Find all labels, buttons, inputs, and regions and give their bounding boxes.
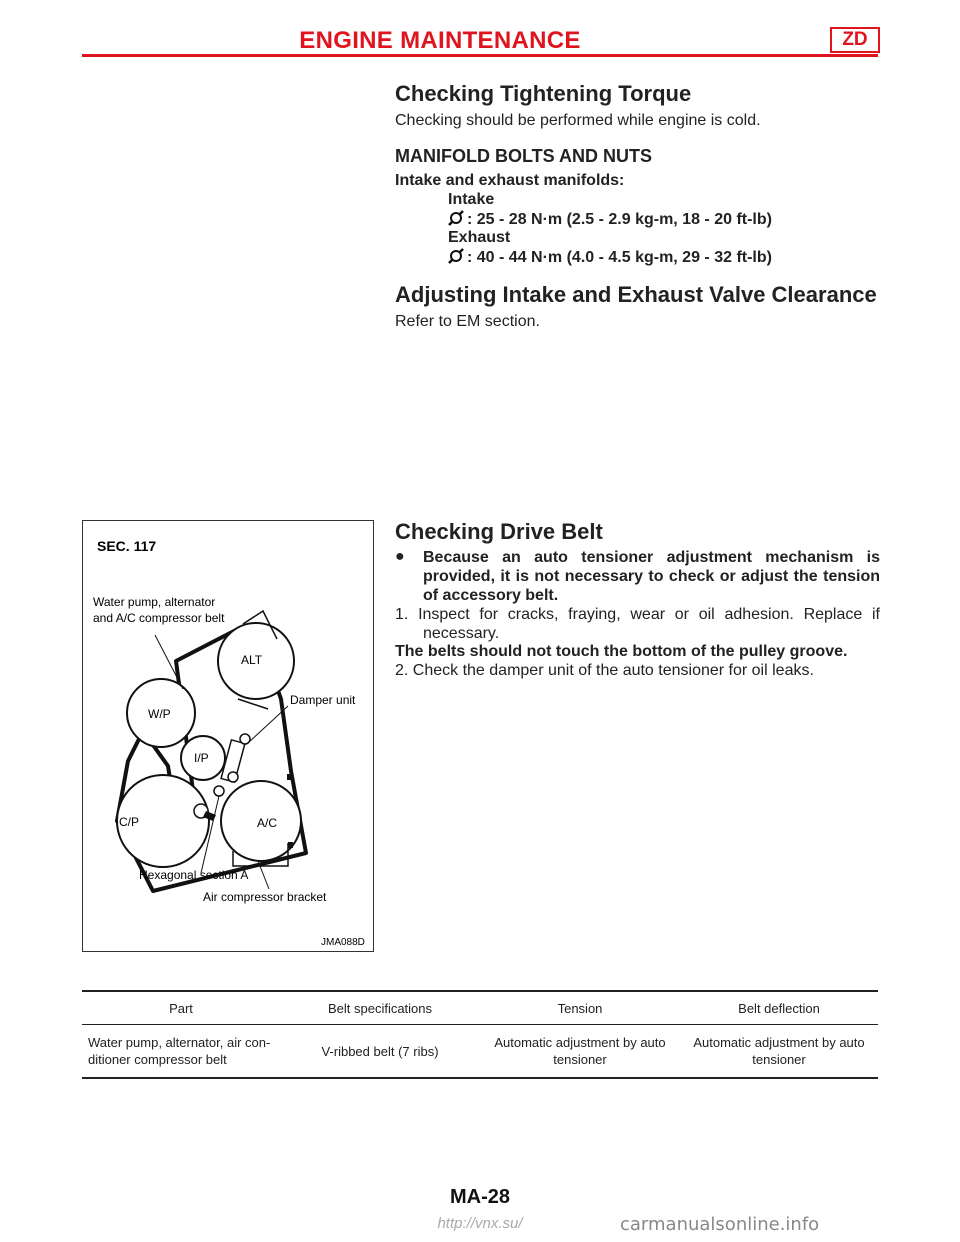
table-row bbox=[82, 1025, 878, 1079]
intake-torque-spec bbox=[448, 210, 772, 229]
exhaust-torque-spec bbox=[448, 248, 772, 267]
header-title: ENGINE MAINTENANCE bbox=[299, 27, 581, 54]
header-rule bbox=[82, 54, 878, 57]
figure-label-cp: C/P bbox=[119, 815, 140, 829]
cell-part-line1: Water pump, alternator, air con- bbox=[88, 1035, 271, 1050]
belt-routing-svg bbox=[83, 521, 373, 951]
drive-belt-diagram bbox=[82, 520, 374, 952]
figure-label-ac: A/C bbox=[257, 816, 278, 830]
section-title-valve-clearance: Adjusting Intake and Exhaust Valve Clearance bbox=[395, 282, 877, 307]
cell-spec: V-ribbed belt (7 ribs) bbox=[280, 1025, 480, 1079]
figure-label-ip: I/P bbox=[194, 751, 209, 765]
figure-belt-label-line2: and A/C compressor belt bbox=[93, 611, 225, 625]
step-1 bbox=[395, 605, 880, 643]
table-header-tension: Tension bbox=[480, 991, 680, 1025]
exhaust-label: Exhaust bbox=[448, 229, 511, 246]
cell-tension bbox=[480, 1025, 680, 1079]
figure-sec-label: SEC. 117 bbox=[97, 538, 157, 554]
figure-label-damper: Damper unit bbox=[290, 693, 356, 707]
valve-clearance-note: Refer to EM section. bbox=[395, 313, 540, 330]
table-header-deflection: Belt deflection bbox=[680, 991, 878, 1025]
cell-deflection bbox=[680, 1025, 878, 1079]
belt-warning: The belts should not touch the bottom of the pulley groove. bbox=[395, 643, 848, 660]
header-code-badge: ZD bbox=[830, 27, 880, 53]
manifolds-label: Intake and exhaust manifolds: bbox=[395, 172, 625, 189]
cell-tension-line1: Automatic adjustment by auto bbox=[494, 1035, 666, 1050]
table-header-part: Part bbox=[82, 991, 280, 1025]
bullet-text: Because an auto tensioner adjustment mechanism is provided, it is not necessary to check or adjust the tension of accessory belt. bbox=[423, 549, 880, 604]
bullet-mark: ● bbox=[395, 548, 405, 565]
table-header-belt-spec: Belt specifications bbox=[280, 991, 480, 1025]
section-title-tightening-torque: Checking Tightening Torque bbox=[395, 81, 692, 106]
belt-spec-table bbox=[82, 990, 878, 1079]
cell-deflection-line1: Automatic adjustment by auto bbox=[693, 1035, 865, 1050]
figure-belt-label-line1: Water pump, alternator bbox=[93, 595, 216, 609]
cell-tension-line2: tensioner bbox=[553, 1052, 607, 1067]
intake-label: Intake bbox=[448, 191, 495, 208]
figure-label-bracket: Air compressor bracket bbox=[203, 890, 327, 904]
figure-label-wp: W/P bbox=[148, 707, 171, 721]
step-2: 2. Check the damper unit of the auto tensioner for oil leaks. bbox=[395, 662, 814, 679]
section-title-drive-belt: Checking Drive Belt bbox=[395, 519, 603, 544]
cell-deflection-line2: tensioner bbox=[752, 1052, 806, 1067]
hexagonal-section-a bbox=[214, 786, 224, 796]
torque-wrench-icon bbox=[448, 248, 464, 264]
torque-wrench-icon bbox=[448, 210, 464, 226]
exhaust-torque-value: : 40 - 44 N·m (4.0 - 4.5 kg-m, 29 - 32 ft-lb) bbox=[467, 249, 772, 266]
watermark: carmanualsonline.info bbox=[620, 1214, 820, 1235]
figure-label-alt: ALT bbox=[241, 653, 263, 667]
step-1-text: 1. Inspect for cracks, fraying, wear or oil adhesion. Replace if necessary. bbox=[395, 606, 880, 642]
figure-label-hex: Hexagonal section A bbox=[139, 868, 249, 882]
page-number: MA-28 bbox=[449, 1186, 510, 1208]
drive-belt-bullet bbox=[395, 548, 880, 605]
footer-url-link[interactable]: http://vnx.su/ bbox=[437, 1215, 523, 1232]
table-header-row bbox=[82, 991, 878, 1025]
cell-part-line2: ditioner compressor belt bbox=[88, 1052, 227, 1067]
cell-part bbox=[82, 1025, 280, 1079]
tightening-torque-note: Checking should be performed while engine is cold. bbox=[395, 112, 761, 129]
section-title-manifold-bolts: MANIFOLD BOLTS AND NUTS bbox=[395, 146, 652, 166]
figure-code: JMA088D bbox=[321, 937, 365, 948]
intake-torque-value: : 25 - 28 N·m (2.5 - 2.9 kg-m, 18 - 20 ft-lb) bbox=[467, 211, 772, 228]
